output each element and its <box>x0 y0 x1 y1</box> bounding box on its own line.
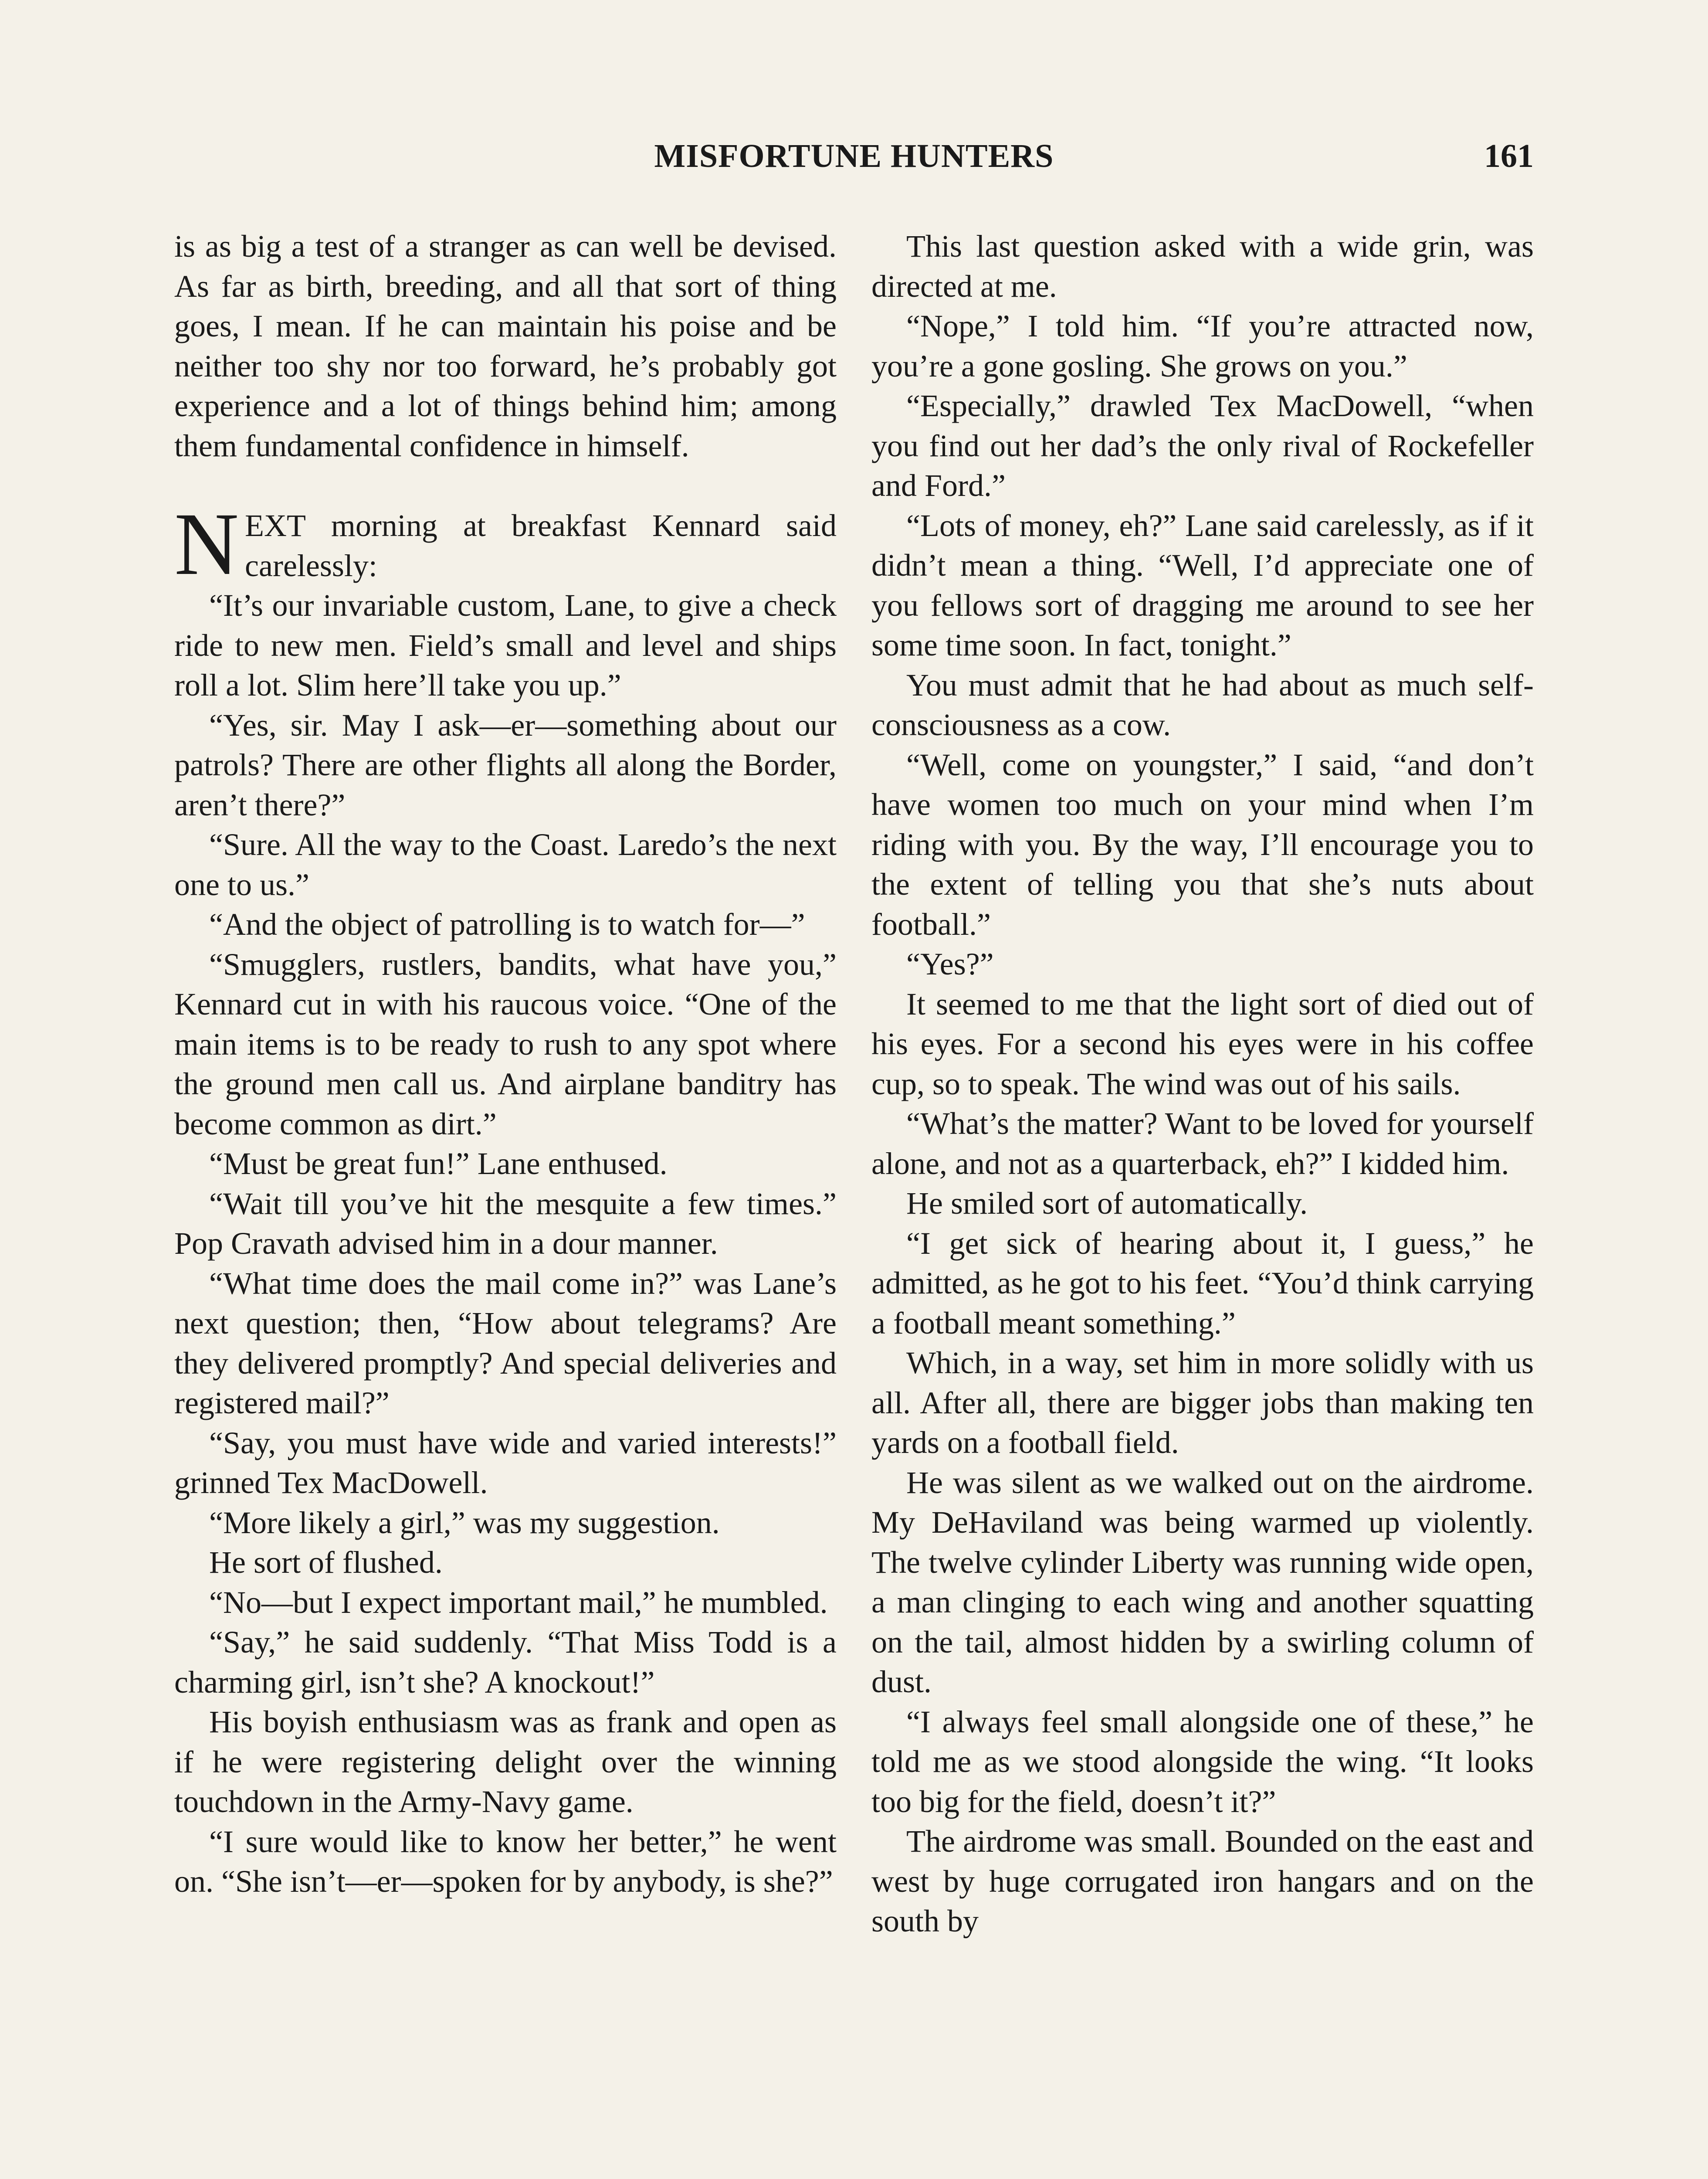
dropcap-text: EXT morning at breakfast Kennard said carelessly: <box>245 508 837 583</box>
paragraph: “Sure. All the way to the Coast. Laredo’s the next one to us.” <box>174 827 837 902</box>
paragraph: “Say, you must have wide and varied interests!” grinned Tex MacDowell. <box>174 1425 837 1500</box>
paragraph: “Wait till you’ve hit the mesquite a few times.” Pop Cravath advised him in a dour manner. <box>174 1186 837 1261</box>
paragraph: You must admit that he had about as much self-consciousness as a cow. <box>871 667 1534 742</box>
paragraph: “Say,” he said suddenly. “That Miss Todd is a charming girl, isn’t she? A knockout!” <box>174 1625 837 1700</box>
left-column <box>174 227 837 1902</box>
paragraph: It seemed to me that the light sort of died out of his eyes. For a second his eyes were in his coffee cup, so to speak. The wind was out of his sails. <box>871 986 1534 1101</box>
paragraph: Which, in a way, set him in more solidly with us all. After all, there are bigger jobs than making ten yards on a football field. <box>871 1345 1534 1460</box>
paragraph: He sort of flushed. <box>209 1545 443 1580</box>
right-column <box>871 227 1534 1941</box>
paragraph: The airdrome was small. Bounded on the east and west by huge corrugated iron hangars and on the south by <box>871 1824 1534 1938</box>
paragraph: He smiled sort of automatically. <box>906 1186 1308 1221</box>
paragraph: “What’s the matter? Want to be loved for yourself alone, and not as a quarterback, eh?” I kidded him. <box>871 1106 1534 1181</box>
paragraph: “Well, come on youngster,” I said, “and don’t have women too much on your mind when I’m riding with you. By the way, I’ll encourage you to the extent of telling you that she’s nuts about football.” <box>871 747 1534 942</box>
paragraph: His boyish enthusiasm was as frank and open as if he were registering delight over the winning touchdown in the Army-Navy game. <box>174 1704 837 1819</box>
paragraph: “Yes?” <box>906 947 994 981</box>
paragraph: “Must be great fun!” Lane enthused. <box>209 1146 668 1181</box>
paragraph-dropcap <box>174 495 837 594</box>
paragraph: “Lots of money, eh?” Lane said carelessly, as if it didn’t mean a thing. “Well, I’d appreciate one of you fellows sort of dragging me around to see her some time soon. In fact, tonight.” <box>871 508 1534 662</box>
paragraph: “Especially,” drawled Tex MacDowell, “when you find out her dad’s the only rival of Rockefeller and Ford.” <box>871 388 1534 503</box>
paragraph: “I sure would like to know her better,” he went on. “She isn’t—er—spoken for by anybody, is she?” <box>174 1824 837 1899</box>
paragraph: “Nope,” I told him. “If you’re attracted now, you’re a gone gosling. She grows on you.” <box>871 309 1534 384</box>
page-header <box>174 137 1534 185</box>
paragraph: is as big a test of a stranger as can well be devised. As far as birth, breeding, and all that sort of thing goes, I mean. If he can maintain his poise and be neither too shy nor too forward, he’s probably got experience and a lot of things behind him; among them fundamental confidence in himself. <box>174 229 837 463</box>
running-title: MISFORTUNE HUNTERS <box>654 138 1054 174</box>
paragraph: This last question asked with a wide grin, was directed at me. <box>871 229 1534 304</box>
paragraph: “Smugglers, rustlers, bandits, what have you,” Kennard cut in with his raucous voice. “One of the main items is to be ready to rush to any spot where the ground men call us. And airplane banditry has become common as dirt.” <box>174 947 837 1141</box>
paragraph: “No—but I expect important mail,” he mumbled. <box>209 1585 828 1620</box>
paragraph: “It’s our invariable custom, Lane, to give a check ride to new men. Field’s small and level and ships roll a lot. Slim here’ll take you up.” <box>174 588 837 703</box>
paragraph: “I get sick of hearing about it, I guess,” he admitted, as he got to his feet. “You’d think carrying a football meant something.” <box>871 1225 1534 1341</box>
paragraph: “I always feel small alongside one of these,” he told me as we stood alongside the wing. “It looks too big for the field, doesn’t it?” <box>871 1704 1534 1819</box>
paragraph: “Yes, sir. May I ask—er—something about our patrols? There are other flights all along the Border, aren’t there?” <box>174 707 837 822</box>
paragraph: “More likely a girl,” was my suggestion. <box>209 1505 720 1540</box>
drop-cap: N <box>174 495 239 594</box>
paragraph: “What time does the mail come in?” was Lane’s next question; then, “How about telegrams? Are they delivered promptly? And special deliveries and registered mail?” <box>174 1266 837 1420</box>
paragraph: He was silent as we walked out on the airdrome. My DeHaviland was being warmed up violently. The twelve cylinder Liberty was running wide open, a man clinging to each wing and another squatting on the tail, almost hidden by a swirling column of dust. <box>871 1465 1534 1699</box>
paragraph: “And the object of patrolling is to watch for—” <box>209 907 805 942</box>
page-number: 161 <box>1484 138 1534 174</box>
